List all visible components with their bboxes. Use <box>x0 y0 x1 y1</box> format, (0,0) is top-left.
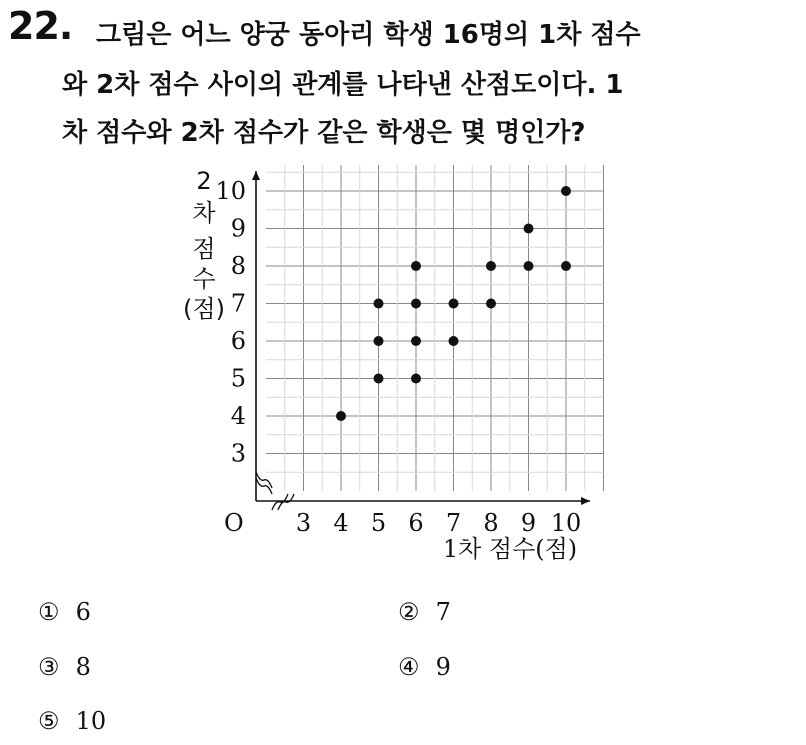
scatter-point <box>486 299 496 309</box>
choice-3-text: 8 <box>75 653 91 681</box>
choice-1[interactable] <box>38 598 91 626</box>
choice-1-mark: ① <box>38 598 60 626</box>
y-axis-label-line: 수 <box>192 265 216 293</box>
question-text-line-3: 차 점수와 2차 점수가 같은 학생은 몇 명인가? <box>62 118 586 148</box>
scatter-point <box>411 261 421 271</box>
chart-grid <box>266 165 604 491</box>
y-axis-arrow <box>252 171 260 180</box>
choice-2[interactable] <box>398 598 451 626</box>
choice-2-text: 7 <box>435 598 451 626</box>
x-tick-label: 10 <box>550 509 582 537</box>
choice-5-mark: ⑤ <box>38 707 60 735</box>
scatter-point <box>561 261 571 271</box>
scatter-point <box>524 261 534 271</box>
scatter-point <box>449 299 459 309</box>
origin-label: O <box>224 509 244 537</box>
question-number: 22. <box>8 4 73 48</box>
choice-2-mark: ② <box>398 598 420 626</box>
y-tick-label: 7 <box>230 289 246 318</box>
choice-3-mark: ③ <box>38 653 60 681</box>
x-tick-label: 6 <box>408 509 424 537</box>
y-axis-label-line: 2 <box>196 167 212 195</box>
y-tick-label: 8 <box>230 252 246 280</box>
x-tick-label: 4 <box>333 509 349 537</box>
choice-4-mark: ④ <box>398 653 420 681</box>
scatter-point <box>524 224 534 234</box>
y-axis-label-line: 차 <box>192 199 216 227</box>
y-tick-label: 3 <box>230 439 246 468</box>
x-tick-label: 9 <box>520 509 537 537</box>
y-axis-label-line: 점 <box>192 235 216 263</box>
scatter-point <box>411 336 421 346</box>
scatter-point <box>449 336 459 346</box>
x-axis-label: 1차 점수(점) <box>442 535 578 563</box>
scatter-point <box>486 261 496 271</box>
choice-4[interactable] <box>398 653 451 681</box>
scatter-point <box>374 299 384 309</box>
x-tick-label: 7 <box>445 509 462 537</box>
scatter-point <box>336 411 346 421</box>
x-axis-arrow <box>581 497 590 505</box>
choice-4-text: 9 <box>435 653 451 681</box>
question-text-line-1: 그림은 어느 양궁 동아리 학생 16명의 1차 점수 <box>96 20 641 50</box>
x-tick-label: 3 <box>295 509 312 537</box>
choice-3[interactable] <box>38 653 91 681</box>
x-tick-label: 8 <box>483 509 499 537</box>
y-tick-label: 4 <box>230 402 246 430</box>
scatter-plot <box>170 165 610 565</box>
choice-5[interactable] <box>38 707 106 735</box>
choice-5-text: 10 <box>75 707 107 735</box>
y-axis-label-line: (점) <box>183 295 225 323</box>
choice-1-text: 6 <box>75 598 91 626</box>
scatter-point <box>411 299 421 309</box>
scatter-point <box>561 186 571 196</box>
y-tick-label: 10 <box>215 177 246 205</box>
y-tick-label: 5 <box>230 364 246 393</box>
question-text-line-2: 와 2차 점수 사이의 관계를 나타낸 산점도이다. 1 <box>62 70 624 100</box>
x-tick-label: 5 <box>370 509 387 537</box>
scatter-point <box>411 374 421 384</box>
scatter-point <box>374 374 384 384</box>
y-tick-label: 6 <box>230 327 246 355</box>
scatter-point <box>374 336 384 346</box>
y-tick-label: 9 <box>230 214 246 243</box>
